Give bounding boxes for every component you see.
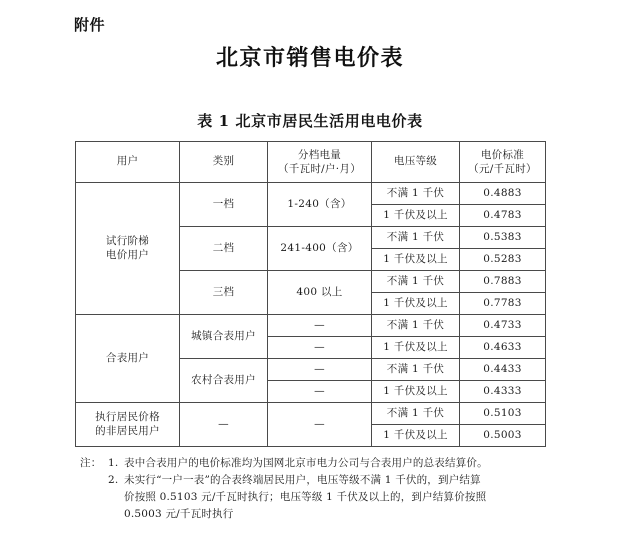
user-group-cell [76,403,180,447]
price-cell: 0.4433 [460,359,546,381]
note-item-1 [80,455,550,472]
table-row [76,315,546,337]
tier-cell: — [268,315,372,337]
price-cell: 0.5283 [460,249,546,271]
voltage-cell: 1 千伏及以上 [372,293,460,315]
user-group-label-line2: 电价用户 [105,248,150,261]
note-number-2: 2. [108,474,119,486]
table-notes [80,455,550,523]
price-cell: 0.4333 [460,381,546,403]
tier-cell: — [268,403,372,447]
column-header-tier [268,142,372,183]
note-text-2-line1: 未实行“一户一表”的合表终端居民用户，电压等级不满 1 千伏的，到户结算 [124,474,481,486]
page-title: 北京市销售电价表 [215,46,404,71]
column-header-price [460,142,546,183]
user-group-label-line1: 试行阶梯 [105,235,150,248]
price-cell: 0.5003 [460,425,546,447]
voltage-cell: 不满 1 千伏 [372,403,460,425]
column-header-price-line2: （元/千瓦时） [468,163,537,175]
user-group-label-line1: 执行居民价格 [95,411,160,424]
table-body [76,183,546,447]
voltage-cell: 不满 1 千伏 [372,315,460,337]
voltage-cell: 1 千伏及以上 [372,337,460,359]
category-cell: 三档 [180,271,268,315]
price-cell: 0.7883 [460,271,546,293]
price-cell: 0.4883 [460,183,546,205]
note-item-2 [80,472,550,489]
column-header-user: 用户 [76,142,180,183]
price-cell: 0.4633 [460,337,546,359]
table-header [76,142,546,183]
note-text-1: 表中合表用户的电价标准均为国网北京市电力公司与合表用户的总表结算价。 [124,457,488,469]
table-caption: 表 1 北京市居民生活用电电价表 [197,112,423,130]
category-cell: — [180,403,268,447]
tier-cell: — [268,337,372,359]
notes-label: 注： [80,457,102,469]
category-cell: 二档 [180,227,268,271]
voltage-cell: 1 千伏及以上 [372,425,460,447]
note-number-1: 1. [108,457,119,469]
price-cell: 0.4783 [460,205,546,227]
user-group-cell [76,183,180,315]
voltage-cell: 不满 1 千伏 [372,183,460,205]
table-row [76,183,546,205]
category-cell: 一档 [180,183,268,227]
category-cell: 农村合表用户 [180,359,268,403]
table-row [76,403,546,425]
category-cell: 城镇合表用户 [180,315,268,359]
tier-cell: 1-240（含） [268,183,372,227]
voltage-cell: 不满 1 千伏 [372,359,460,381]
voltage-cell: 1 千伏及以上 [372,205,460,227]
column-header-tier-line2: （千瓦时/户·月） [277,163,362,175]
tier-cell: — [268,381,372,403]
column-header-voltage: 电压等级 [372,142,460,183]
tier-cell: — [268,359,372,381]
tier-cell: 400 以上 [268,271,372,315]
column-header-tier-line1: 分档电量 [297,148,342,161]
price-cell: 0.5383 [460,227,546,249]
price-cell: 0.4733 [460,315,546,337]
tier-cell: 241-400（含） [268,227,372,271]
column-header-category: 类别 [180,142,268,183]
price-cell: 0.5103 [460,403,546,425]
electricity-tariff-table [75,141,546,447]
note-text-2-line3: 0.5003 元/千瓦时执行 [124,508,234,520]
attachment-label: 附件 [74,16,106,34]
table-header-row [76,142,546,183]
user-group-label-line2: 的非居民用户 [95,424,160,437]
column-header-price-line1: 电价标准 [480,148,525,161]
voltage-cell: 1 千伏及以上 [372,249,460,271]
voltage-cell: 不满 1 千伏 [372,227,460,249]
note-text-2-line2: 价按照 0.5103 元/千瓦时执行；电压等级 1 千伏及以上的，到户结算价按照 [124,491,487,503]
voltage-cell: 不满 1 千伏 [372,271,460,293]
price-cell: 0.7783 [460,293,546,315]
voltage-cell: 1 千伏及以上 [372,381,460,403]
user-group-cell: 合表用户 [76,315,180,403]
